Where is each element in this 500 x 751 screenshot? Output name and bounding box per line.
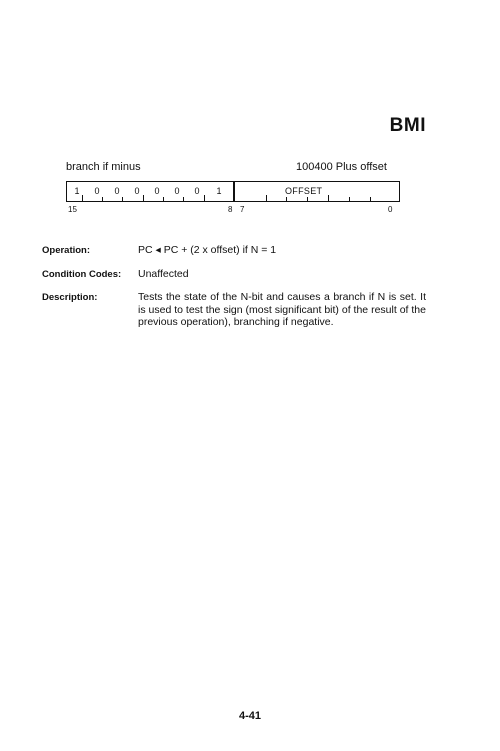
bit-tick: [349, 197, 350, 201]
offset-label: OFFSET: [285, 186, 323, 196]
register-diagram: [66, 181, 400, 202]
description-text: Tests the state of the N-bit and causes a branch if N is set. It is used to test the sign (most significant bit) of the result of the previous operation), branching if negative.: [138, 291, 426, 328]
bit-value: 1: [74, 186, 80, 196]
bit-tick: [82, 195, 83, 201]
description-label: Description:: [42, 292, 98, 303]
bit-tick: [328, 195, 329, 201]
bit-value: 1: [216, 186, 222, 196]
instruction-title: BMI: [389, 115, 426, 136]
bit-value: 0: [114, 186, 120, 196]
bit-value: 0: [174, 186, 180, 196]
bit-value: 0: [134, 186, 140, 196]
bit-tick: [370, 197, 371, 201]
bit-value: 0: [94, 186, 100, 196]
bit-tick: [307, 197, 308, 201]
bit-number-0: 0: [388, 205, 393, 214]
bit-tick: [266, 195, 267, 201]
instruction-name: branch if minus: [66, 161, 141, 173]
bit-value: 0: [154, 186, 160, 196]
bit-tick: [102, 197, 103, 201]
bit-tick: [204, 195, 205, 201]
bit-tick: [183, 197, 184, 201]
bit-value: 0: [194, 186, 200, 196]
bit-tick: [122, 197, 123, 201]
condition-codes-text: Unaffected: [138, 268, 189, 280]
bit-tick: [143, 195, 144, 201]
opcode: 100400 Plus offset: [296, 161, 387, 173]
bit-number-7: 7: [240, 205, 245, 214]
operation-text: PC ◂ PC + (2 x offset) if N = 1: [138, 244, 277, 256]
operation-label: Operation:: [42, 245, 91, 256]
byte-divider: [233, 181, 235, 202]
page-number: 4-41: [238, 710, 262, 722]
bit-number-8: 8: [228, 205, 233, 214]
bit-tick: [163, 197, 164, 201]
bit-number-15: 15: [68, 205, 77, 214]
condition-codes-label: Condition Codes:: [42, 269, 122, 280]
bit-tick: [286, 197, 287, 201]
